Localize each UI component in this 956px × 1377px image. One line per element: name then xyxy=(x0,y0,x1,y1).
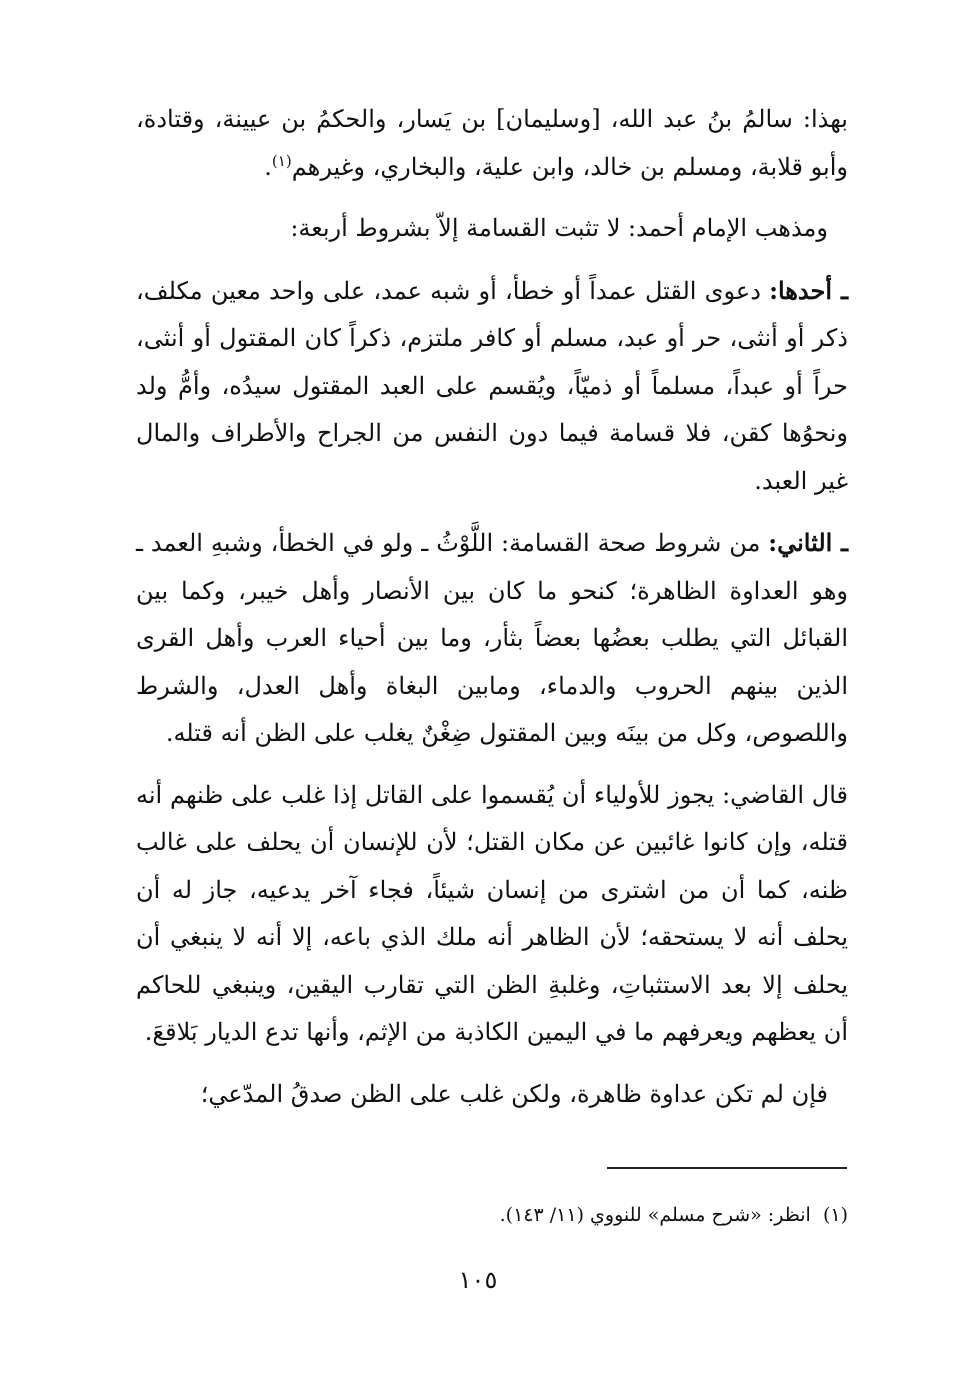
footnote-marker: (١) xyxy=(822,1204,848,1226)
paragraph-6: فإن لم تكن عداوة ظاهرة، ولكن غلب على الظن صدقُ المدّعي؛ xyxy=(200,1079,828,1108)
condition-two-heading: ـ الثاني: xyxy=(768,528,849,557)
footnote-text: انظر: «شرح مسلم» للنووي (١١/ ١٤٣). xyxy=(499,1204,811,1226)
footnote-divider xyxy=(607,1167,847,1169)
condition-one-text: دعوى القتل عمداً أو خطأ، أو شبه عمد، على واحد معين مكلف، ذكر أو أنثى، حر أو عبد، مسلم أو كافر ملتزم، ذكراً كان المقتول أو أنثى، حراً أو عبداً، مسلماً أو ذميّاً، ويُقسم على العبد المقتول سيدُه، وأمُّ ولد ونحوُها كقن، فلا قسامة فيما دون النفس من الجراح والأطراف والمال غير العبد. xyxy=(136,276,848,495)
paragraph-5: قال القاضي: يجوز للأولياء أن يُقسموا على القاتل إذا غلب على ظنهم أنه قتله، وإن كانوا غائبين عن مكان القتل؛ لأن للإنسان أن يحلف على غالب ظنه، كما أن من اشترى من إنسان شيئاً، فجاء آخر يدعيه، جاز له أن يحلف أنه لا يستحقه؛ لأن الظاهر أنه ملك الذي باعه، إلا أنه لا ينبغي أن يحلف إلا بعد الاستثباتِ، وغلبةِ الظن التي تقارب اليقين، وينبغي للحاكم أن يعظهم ويعرفهم ما في اليمين الكاذبة من الإثم، وأنها تدع الديار بَلاقعَ. xyxy=(136,780,849,1046)
condition-two-text: من شروط صحة القسامة: اللَّوْثُ ـ ولو في الخطأ، وشبهِ العمد ـ وهو العداوة الظاهرة؛ كنحو ما كان بين الأنصار وأهل خيبر، وكما بين القبائل التي يطلب بعضُها بعضاً بثأر، وما بين أحياء العرب وأهل القرى الذين بينهم الحروب والدماء، ومابين البغاة وأهل العدل، والشرط واللصوص، وكل من بينَه وبين المقتول ضِغْنٌ يغلب على الظن أنه قتله. xyxy=(136,529,848,747)
main-text xyxy=(136,96,848,1132)
paragraph-1 xyxy=(136,96,848,191)
page-number: ١٠٥ xyxy=(458,1266,498,1294)
paragraph-2: ومذهب الإمام أحمد: لا تثبت القسامة إلاّ بشروط أربعة: xyxy=(290,214,828,242)
footnote-reference[interactable]: (١) xyxy=(271,151,292,170)
paragraph-3 xyxy=(136,267,848,506)
paragraph-4 xyxy=(136,519,848,758)
footnote xyxy=(136,1200,848,1230)
condition-one-heading: ـ أحدها: xyxy=(769,275,848,305)
paragraph-1-end: . xyxy=(264,152,272,181)
paragraph-1-text: بهذا: سالمُ بنُ عبد الله، [وسليمان] بن يَسار، والحكمُ بن عيينة، وقتادة، وأبو قلابة، ومسلم بن خالد، وابن علية، والبخاري، وغيرهم xyxy=(136,105,848,181)
